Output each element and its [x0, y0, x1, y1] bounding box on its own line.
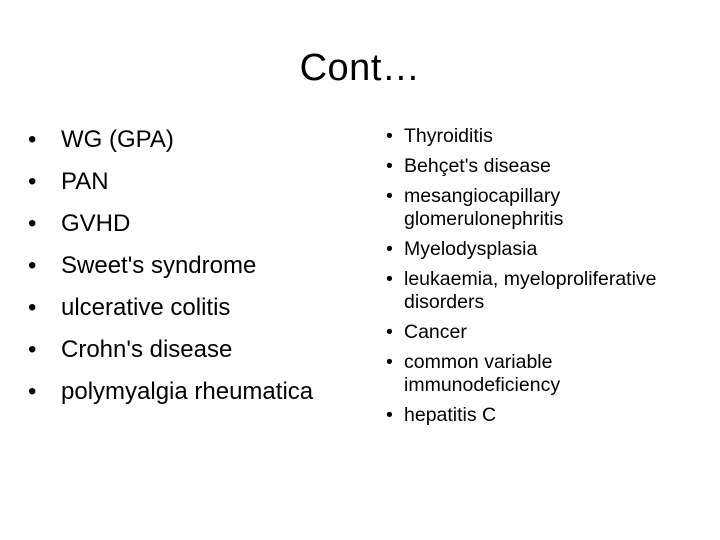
list-item-text: GVHD	[61, 210, 131, 237]
right-bullet-list	[386, 125, 706, 434]
list-item-text: leukaemia, myeloproliferative disorders	[404, 268, 657, 313]
list-item-text: PAN	[61, 168, 109, 195]
list-item	[386, 125, 706, 148]
bullet-icon: •	[386, 268, 393, 290]
bullet-icon: •	[28, 252, 37, 279]
list-item-text: Behçet's disease	[404, 155, 551, 177]
list-item	[386, 351, 706, 397]
list-item-text: mesangiocapillary glomerulonephritis	[404, 185, 564, 230]
bullet-icon: •	[28, 210, 37, 237]
list-item-text: hepatitis C	[404, 404, 497, 426]
list-item	[28, 294, 338, 322]
list-item-text: Thyroiditis	[404, 125, 493, 147]
list-item-text: ulcerative colitis	[61, 294, 231, 321]
bullet-icon: •	[28, 336, 37, 363]
list-item-text: Cancer	[404, 321, 467, 343]
bullet-icon: •	[386, 125, 393, 147]
list-item	[28, 210, 338, 238]
bullet-icon: •	[28, 378, 37, 405]
list-item	[386, 238, 706, 261]
list-item-text: polymyalgia rheumatica	[61, 378, 314, 405]
list-item-text: Crohn's disease	[61, 336, 233, 363]
list-item-text: Myelodysplasia	[404, 238, 538, 260]
bullet-icon: •	[28, 294, 37, 321]
bullet-icon: •	[386, 404, 393, 426]
list-item-text: Sweet's syndrome	[61, 252, 257, 279]
list-item	[386, 321, 706, 344]
bullet-icon: •	[386, 185, 393, 207]
bullet-icon: •	[386, 321, 393, 343]
left-bullet-list	[28, 126, 338, 420]
bullet-icon: •	[386, 351, 393, 373]
bullet-icon: •	[386, 155, 393, 177]
list-item	[28, 168, 338, 196]
list-item	[386, 155, 706, 178]
list-item	[28, 336, 338, 364]
bullet-icon: •	[28, 168, 37, 195]
list-item	[386, 404, 706, 427]
list-item	[386, 268, 706, 314]
list-item	[28, 126, 338, 154]
list-item-text: common variable immunodeficiency	[404, 351, 561, 396]
slide-title: Cont…	[299, 47, 421, 89]
bullet-icon: •	[28, 126, 37, 153]
list-item-text: WG (GPA)	[61, 126, 174, 153]
list-item	[28, 252, 338, 280]
list-item	[28, 378, 338, 406]
bullet-icon: •	[386, 238, 393, 260]
list-item	[386, 185, 706, 231]
